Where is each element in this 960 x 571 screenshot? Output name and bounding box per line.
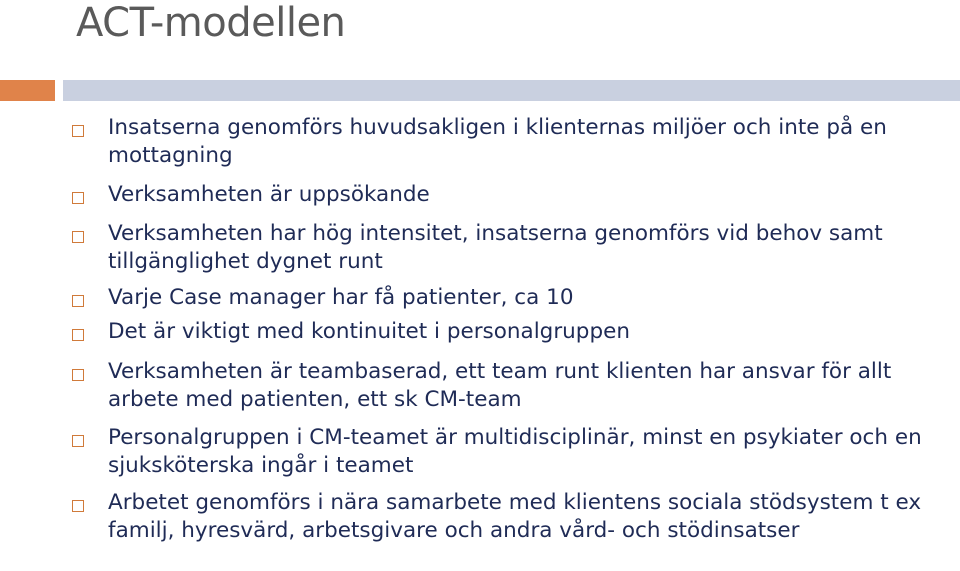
- square-bullet-icon: [72, 329, 84, 341]
- bullet-text: Verksamheten har hög intensitet, insatserna genomförs vid behov samt tillgänglighet dygnet runt: [108, 221, 883, 274]
- square-bullet-icon: [72, 231, 84, 243]
- slide-title: ACT-modellen: [76, 0, 346, 46]
- bullet-text: Det är viktigt med kontinuitet i personalgruppen: [108, 319, 630, 344]
- square-bullet-icon: [72, 369, 84, 381]
- square-bullet-icon: [72, 192, 84, 204]
- bullet-text: Verksamheten är teambaserad, ett team runt klienten har ansvar för allt arbete med patienten, ett sk CM-team: [108, 359, 892, 412]
- bullet-text: Verksamheten är uppsökande: [108, 182, 430, 207]
- square-bullet-icon: [72, 500, 84, 512]
- bullet-text: Varje Case manager har få patienter, ca 10: [108, 285, 574, 310]
- square-bullet-icon: [72, 295, 84, 307]
- bullet-text: Personalgruppen i CM-teamet är multidisciplinär, minst en psykiater och en sjuksköterska ingår i teamet: [108, 425, 922, 478]
- square-bullet-icon: [72, 125, 84, 137]
- bullet-text: Arbetet genomförs i nära samarbete med klientens sociala stödsystem t ex familj, hyresvärd, arbetsgivare och andra vård- och stödinsatser: [108, 490, 922, 543]
- bullet-text: Insatserna genomförs huvudsakligen i klienternas miljöer och inte på en mottagning: [108, 115, 887, 168]
- square-bullet-icon: [72, 435, 84, 447]
